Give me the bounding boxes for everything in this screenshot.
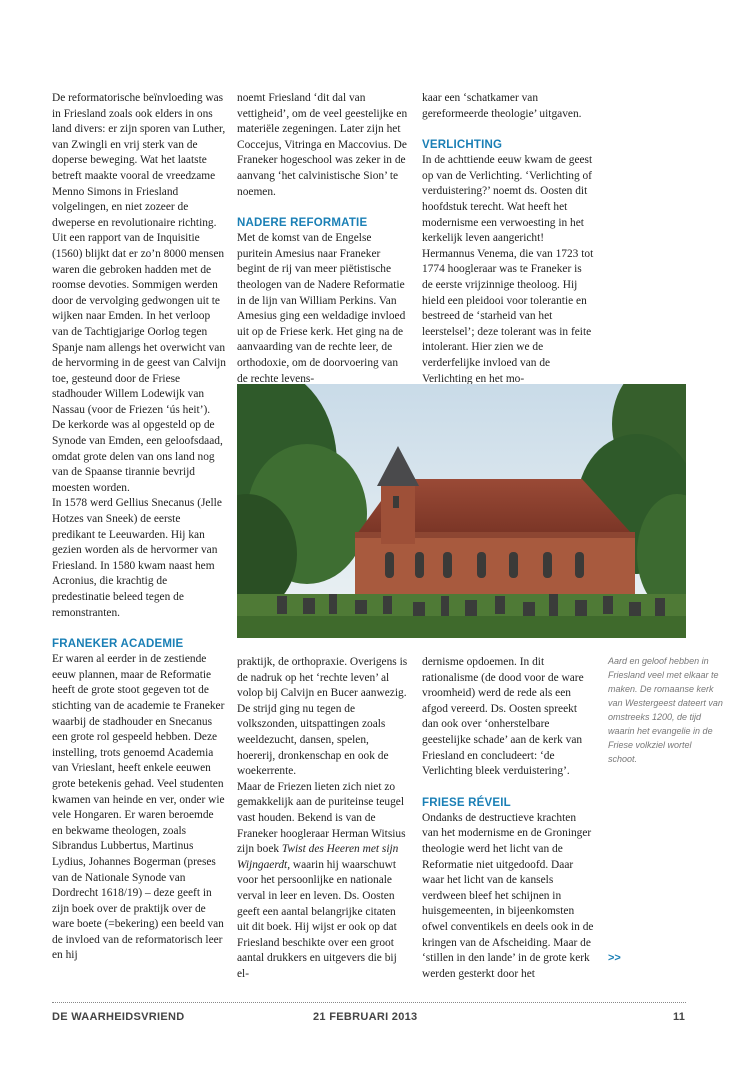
section-heading-nadere-reformatie: NADERE REFORMATIE bbox=[237, 217, 368, 230]
paragraph-text: , waarin hij waarschuwt voor het persoonlijke en nationale verval in leer en leven. Ds. Oosten geeft een aantal belangrijke citaten uit dit boek. Hij wijst er ook op dat Friesland beschikte over een groot aantal drukkers en uitgevers die bij el- bbox=[237, 858, 397, 980]
paragraph: kaar een ‘schatkamer van gereformeerde theologie’ uitgaven. bbox=[422, 92, 582, 120]
paragraph: De reformatorische beïnvloeding was in Friesland zoals ook elders in ons land divers: er zijn sporen van Luther, van Zwingli en vrij sterk van de doperse beweging. Wat het laatste betreft maakte vooral de vreedzame Menno Simons in Friesland volgelingen, en niet zozeer de dweperse en revolutionaire richting. Uit een rapport van de Inquisitie (1560) blijkt dat er zo’n 8000 mensen waren die gebroken hadden met de roomse devoties. Sommigen werden door de vervolging gedwongen uit te wijken naar Emden. In het verloop van de Tachtigjarige Oorlog tegen Spanje nam allengs het overwicht van de hervorming in de geest van Calvijn toe, gesteund door de Friese stadhouder Willem Lodewijk van Nassau (voor de Friezen ‘ús heit’). De kerkorde was al opgesteld op de Synode van Emden, een geloofsdaad, omdat grote delen van ons land nog van de Spaanse tirannie bevrijd moesten worden. bbox=[52, 92, 226, 494]
paragraph: Met de komst van de Engelse puritein Amesius naar Franeker begint de rij van meer piëtistische theologen van de Nadere Reformatie in de lijn van William Perkins. Van Amesius ging een weldadige invloed uit op de Friese kerk. Het ging na de aanvaarding van de rechte leer, de orthodoxie, om de doorvoering van de rechte levens- bbox=[237, 232, 406, 385]
footer-page-number: 11 bbox=[673, 1011, 686, 1023]
paragraph bbox=[237, 780, 409, 983]
paragraph: In de achttiende eeuw kwam de geest op van de Verlichting. ‘Verlichting of verduistering?’ noemt ds. Oosten dit hoofdstuk terecht. Wat heeft het modernisme een verwoesting in het kerkelijk leven aangericht! Hermannus Venema, die van 1723 tot 1774 hoogleraar was te Franeker is de eerste vrijzinnige theoloog. Hij hield een pleidooi voor tolerantie en bestreed de ‘starheid van het leerstelsel’; deze tolerant was in feite intolerant. Hier zien we de verderfelijke invloed van de Verlichting en het mo- bbox=[422, 154, 594, 385]
column-3-top bbox=[422, 91, 594, 387]
paragraph: dernisme opdoemen. In dit rationalisme (de dood voor de ware vroomheid) werd de rede als een afgod vereerd. Ds. Oosten spreekt dan ook over ‘onherstelbare geestelijke schade’ aan de kerk van Friesland en concludeert: ‘de Verlichting bleek verduistering’. bbox=[422, 656, 584, 778]
column-2-top bbox=[237, 91, 409, 387]
paragraph: praktijk, de orthopraxie. Overigens is de nadruk op het ‘rechte leven’ al volop bij Calvijn en Bucer aanwezig. De strijd ging nu tegen de volkszonden, uitspattingen zoals weeldezucht, dansen, spelen, hoererij, dronkenschap en ook de woekerrente. bbox=[237, 656, 408, 778]
footer-publication: DE WAARHEIDSVRIEND bbox=[52, 1011, 185, 1023]
paragraph: noemt Friesland ‘dit dal van vettigheid’, om de veel geestelijke en materiële zegeningen. Later zijn het Coccejus, Vitringa en Maccovius. De Franeker hogeschool was zeker in de aanvang ‘het calvinistische Sion’ te noemen. bbox=[237, 92, 408, 198]
footer-date: 21 FEBRUARI 2013 bbox=[313, 1011, 418, 1023]
paragraph: In 1578 werd Gellius Snecanus (Jelle Hotzes van Sneek) de eerste predikant te Leeuwarden. Hij kan gezien worden als de hervormer van Friesland. In 1580 kwam naast hem Acronius, die krachtig de predestinatie beleed tegen de remonstranten. bbox=[52, 497, 222, 619]
section-heading-friese-reveil: FRIESE RÉVEIL bbox=[422, 796, 511, 809]
section-heading-verlichting: VERLICHTING bbox=[422, 139, 503, 152]
section-heading-franeker: FRANEKER ACADEMIE bbox=[52, 638, 184, 651]
column-1 bbox=[52, 91, 226, 964]
book-title: Twist des Heeren met sijn Wijngaerdt bbox=[237, 843, 399, 871]
column-3-bottom bbox=[422, 655, 594, 982]
paragraph: Er waren al eerder in de zestiende eeuw plannen, maar de Reformatie heeft de grote stoot gegeven tot de stichting van de academie te Franeker waarbij de stadhouder en Snecanus een grote rol gespeeld hebben. Deze instelling, trots genoemd Academia van Vrieslant, heeft enkele eeuwen grote betekenis gehad. Veel studenten kwamen van heinde en ver, onder wie vele Hongaren. Er waren beroemde en bekwame theologen, zoals Sibrandus Lubbertus, Martinus Lydius, Johannes Bogerman (preses van de Nationale Synode van Dordrecht 1618/19) – deze geeft in zijn boek over de praktijk over de ware boete (=bekering) een beeld van de invloed van de reformatorisch leer en hij bbox=[52, 653, 225, 962]
column-2-bottom bbox=[237, 655, 409, 982]
paragraph: Ondanks de destructieve krachten van het modernisme en de Groninger theologie werd het licht van de Reformatie niet uitgedoofd. Daar waar het licht van de kansels verdween bleef het schijnen in huisgemeenten, in bijeenkomsten ofwel conventikels en deels ook in de kringen van de Afscheiding. Maar de ‘stillen in den lande’ in de grote kerk werden gesterkt door het bbox=[422, 811, 594, 980]
paragraph-text: Maar de Friezen lieten zich niet zo gemakkelijk aan de puriteinse teugel vast houden. Bekend is van de Franeker hoogleraar Herman Witsius zijn boek bbox=[237, 780, 406, 856]
photo-caption: Aard en geloof hebben in Friesland veel met elkaar te maken. De romaanse kerk van Westergeest dateert van omstreeks 1200, de tijd waarin het evangelie in de Friese volkziel wortel schoot. bbox=[608, 656, 723, 764]
church-photo bbox=[237, 384, 686, 638]
footer-divider bbox=[52, 1002, 686, 1003]
continue-arrow[interactable]: >> bbox=[608, 952, 621, 964]
